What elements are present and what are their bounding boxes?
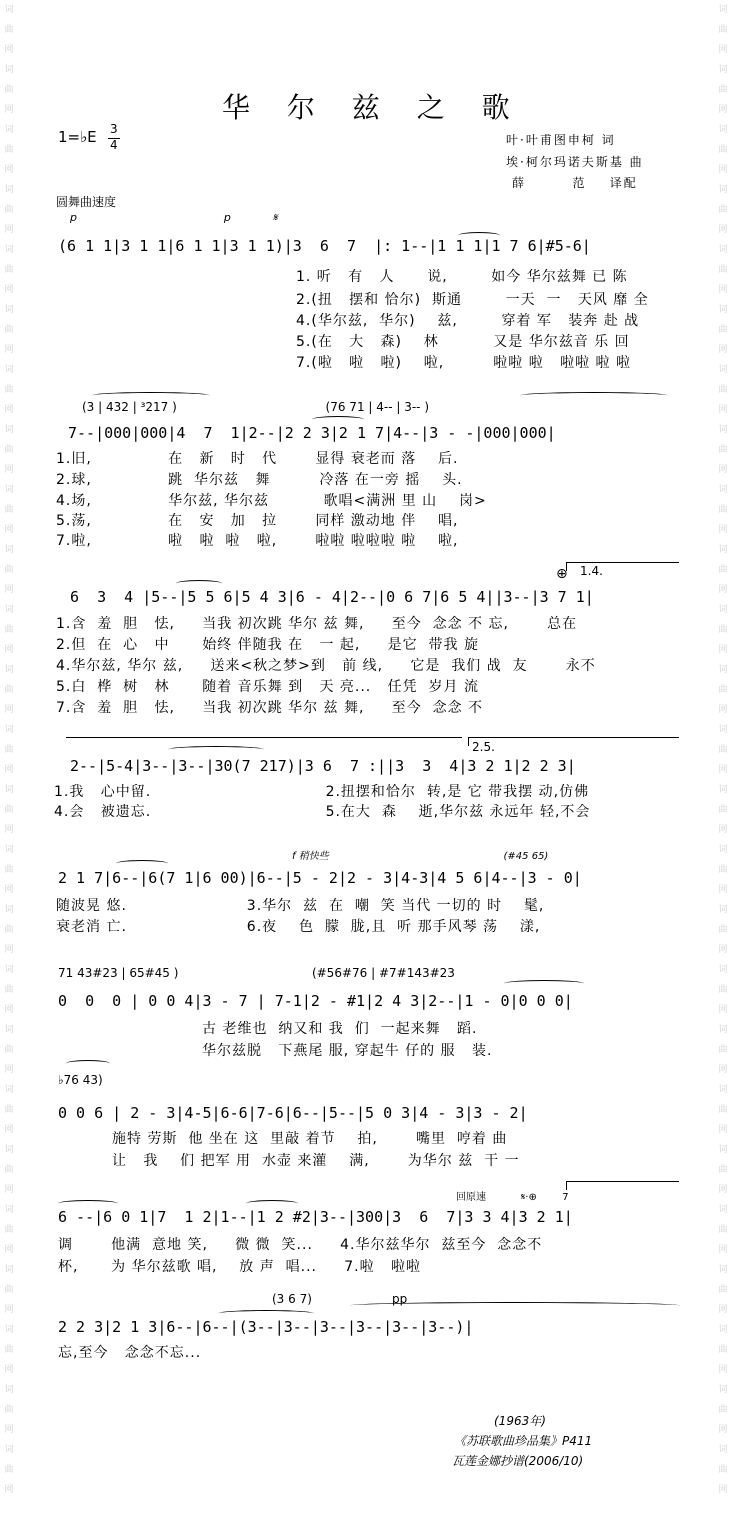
- watermark-char: 网: [4, 585, 14, 595]
- watermark-char: 网: [4, 1365, 14, 1375]
- watermark-char: 词: [718, 1145, 728, 1155]
- watermark-char: 词: [4, 305, 14, 315]
- watermark-char: 词: [718, 425, 728, 435]
- section-4-notes: 2--|5-4|3--|3--|30(7 217)|3 6 7 :||3 3 4|3 2 1|2 2 3|: [70, 757, 576, 775]
- watermark-char: 网: [718, 705, 728, 715]
- watermark-char: 词: [718, 1325, 728, 1335]
- watermark-char: 词: [718, 1385, 728, 1395]
- slur: [116, 860, 168, 867]
- section-2-lyric-2: 2.球, 跳 华尔兹 舞 冷落 在一旁 摇 头.: [56, 472, 463, 488]
- watermark-char: 网: [4, 525, 14, 535]
- section-9-notes: 2 2 3|2 1 3|6--|6--|(3--|3--|3--|3--|3--|3--)|: [58, 1318, 474, 1336]
- watermark-char: 网: [718, 765, 728, 775]
- section-3-lyric-3: 4.华尔兹, 华尔 兹, 送来<秋之梦>到 前 线, 它是 我们 战 友 永不: [56, 658, 596, 674]
- key-signature: 1=♭E: [58, 128, 97, 146]
- watermark-char: 曲: [4, 745, 14, 755]
- watermark-char: 曲: [4, 265, 14, 275]
- watermark-char: 词: [4, 965, 14, 975]
- watermark-char: 曲: [718, 205, 728, 215]
- section-5-lyric-2: 衰老消 亡. 6.夜 色 朦 胧,且 听 那手风琴 荡 漾,: [56, 919, 541, 935]
- section-2-marks: (3 | 432 | ³217 ) (76 71 | 4-- | 3-- ): [82, 400, 430, 414]
- watermark-char: 词: [718, 65, 728, 75]
- watermark-char: 曲: [718, 445, 728, 455]
- footer-source: 《苏联歌曲珍品集》P411: [454, 1434, 593, 1448]
- watermark-char: 曲: [718, 625, 728, 635]
- watermark-char: 网: [718, 285, 728, 295]
- watermark-char: 词: [718, 1085, 728, 1095]
- watermark-char: 曲: [4, 85, 14, 95]
- slur: [504, 980, 584, 987]
- watermark-char: 曲: [718, 385, 728, 395]
- watermark-char: 曲: [718, 145, 728, 155]
- watermark-char: 网: [4, 285, 14, 295]
- watermark-char: 曲: [4, 1405, 14, 1415]
- section-2-notes: 7--|000|000|4 7 1|2--|2 2 3|2 1 7|4--|3 - -|000|000|: [68, 424, 556, 442]
- watermark-char: 曲: [4, 1165, 14, 1175]
- section-6-marks: 71 43#23 | 65#45 ) (#56#76 | #7#143#23: [58, 966, 455, 980]
- watermark-char: 网: [4, 45, 14, 55]
- watermark-char: 网: [718, 1245, 728, 1255]
- watermark-char: 曲: [718, 265, 728, 275]
- watermark-char: 词: [718, 1445, 728, 1455]
- watermark-char: 网: [718, 1065, 728, 1075]
- watermark-char: 网: [4, 825, 14, 835]
- slur: [520, 392, 668, 399]
- watermark-char: 词: [4, 1445, 14, 1455]
- watermark-char: 曲: [4, 505, 14, 515]
- watermark-char: 网: [718, 825, 728, 835]
- watermark-char: 网: [718, 465, 728, 475]
- watermark-right: [716, 0, 730, 1500]
- watermark-char: 网: [4, 1425, 14, 1435]
- slur: [350, 1302, 680, 1309]
- watermark-char: 词: [4, 1025, 14, 1035]
- watermark-char: 曲: [718, 325, 728, 335]
- watermark-char: 网: [718, 165, 728, 175]
- watermark-char: 词: [4, 905, 14, 915]
- section-4-lyric-2: 4.会 被遗忘. 5.在大 森 逝,华尔兹 永远年 轻,不会: [54, 804, 591, 820]
- watermark-char: 词: [718, 365, 728, 375]
- section-1-marks: p p 𝄋: [70, 211, 278, 224]
- watermark-char: 网: [718, 225, 728, 235]
- watermark-char: 词: [718, 185, 728, 195]
- watermark-char: 曲: [718, 685, 728, 695]
- watermark-char: 词: [718, 785, 728, 795]
- watermark-char: 词: [718, 845, 728, 855]
- watermark-char: 曲: [4, 385, 14, 395]
- section-3-marks: 1.4.: [580, 564, 603, 578]
- watermark-char: 曲: [4, 25, 14, 35]
- volta-bracket: [468, 737, 679, 746]
- watermark-char: 网: [718, 405, 728, 415]
- watermark-char: 曲: [718, 25, 728, 35]
- watermark-char: 词: [4, 1385, 14, 1395]
- watermark-char: 曲: [4, 1465, 14, 1475]
- watermark-char: 曲: [4, 925, 14, 935]
- section-1-lyric-4: 5.(在 大 森) 林 又是 华尔兹音 乐 回: [296, 334, 630, 350]
- watermark-char: 曲: [718, 745, 728, 755]
- watermark-left: [2, 0, 16, 1500]
- section-4-lyric-1: 1.我 心中留. 2.扭摆和恰尔 转,是 它 带我摆 动,仿佛: [54, 784, 590, 800]
- watermark-char: 曲: [718, 1105, 728, 1115]
- watermark-char: 曲: [4, 1285, 14, 1295]
- watermark-char: 词: [4, 1145, 14, 1155]
- watermark-char: 网: [4, 765, 14, 775]
- watermark-char: 曲: [718, 1045, 728, 1055]
- watermark-char: 网: [4, 1305, 14, 1315]
- section-7-notes: 0 0 6 | 2 - 3|4-5|6-6|7-6|6--|5--|5 0 3|4 - 3|3 - 2|: [58, 1104, 528, 1122]
- watermark-char: 词: [4, 545, 14, 555]
- slur: [168, 746, 264, 753]
- slur: [58, 1200, 118, 1207]
- watermark-char: 网: [4, 225, 14, 235]
- watermark-char: 词: [4, 485, 14, 495]
- watermark-char: 曲: [4, 205, 14, 215]
- watermark-char: 网: [718, 1005, 728, 1015]
- footer-year: (1963年): [494, 1414, 546, 1428]
- song-title: 华 尔 兹 之 歌: [222, 91, 524, 124]
- watermark-char: 曲: [718, 985, 728, 995]
- section-8-lyric-1: 调 他满 意地 笑, 微 微 笑... 4.华尔兹华尔 兹至今 念念不: [58, 1237, 543, 1253]
- watermark-char: 网: [718, 885, 728, 895]
- watermark-char: 曲: [4, 565, 14, 575]
- watermark-char: 词: [4, 725, 14, 735]
- watermark-char: 曲: [4, 1105, 14, 1115]
- section-7-lyric-2: 让 我 们 把军 用 水壶 来灌 满, 为华尔 兹 干 一: [112, 1153, 520, 1169]
- watermark-char: 词: [718, 965, 728, 975]
- watermark-char: 曲: [4, 1345, 14, 1355]
- watermark-char: 网: [718, 1305, 728, 1315]
- watermark-char: 网: [4, 465, 14, 475]
- section-1-lyric-2: 2.(扭 摆和 恰尔) 斯通 一天 一 天风 靡 全: [296, 292, 649, 308]
- watermark-char: 网: [4, 405, 14, 415]
- watermark-char: 曲: [718, 1405, 728, 1415]
- watermark-char: 网: [4, 1065, 14, 1075]
- section-2-lyric-5: 7.啦, 啦 啦 啦 啦, 啦啦 啦啦啦 啦 啦,: [56, 533, 459, 549]
- watermark-char: 词: [718, 665, 728, 675]
- watermark-char: 词: [4, 1085, 14, 1095]
- watermark-char: 词: [718, 125, 728, 135]
- watermark-char: 曲: [718, 1345, 728, 1355]
- watermark-char: 词: [4, 1325, 14, 1335]
- watermark-char: 词: [718, 905, 728, 915]
- watermark-char: 词: [4, 785, 14, 795]
- watermark-char: 网: [718, 1425, 728, 1435]
- watermark-char: 网: [4, 885, 14, 895]
- watermark-char: 词: [718, 605, 728, 615]
- watermark-char: 词: [718, 545, 728, 555]
- watermark-char: 曲: [4, 985, 14, 995]
- watermark-char: 词: [4, 1205, 14, 1215]
- watermark-char: 网: [718, 1485, 728, 1495]
- section-1-lyric-5: 7.(啦 啦 啦) 啦, 啦啦 啦 啦啦 啦 啦: [296, 355, 631, 371]
- watermark-char: 网: [718, 45, 728, 55]
- watermark-char: 网: [4, 1245, 14, 1255]
- section-3-notes: 6 3 4 |5--|5 5 6|5 4 3|6 - 4|2--|0 6 7|6 5 4||3--|3 7 1|: [70, 588, 594, 606]
- section-9-lyric-1: 忘,至今 念念不忘...: [58, 1345, 202, 1361]
- watermark-char: 词: [4, 605, 14, 615]
- watermark-char: 词: [4, 425, 14, 435]
- watermark-char: 曲: [4, 1225, 14, 1235]
- translator-credit: 薛 范 译配: [512, 176, 638, 190]
- watermark-char: 曲: [4, 1045, 14, 1055]
- section-6-lyric-1: 古 老维也 纳又和 我 们 一起来舞 蹈.: [202, 1021, 478, 1037]
- footer-transcriber: 瓦莲金娜抄谱(2006/10): [452, 1454, 584, 1468]
- section-2-lyric-1: 1.旧, 在 新 时 代 显得 衰老而 落 后.: [56, 451, 459, 467]
- section-4-marks: 2.5.: [472, 740, 495, 754]
- coda-sign-icon: ⊕: [556, 566, 568, 582]
- watermark-char: 词: [4, 365, 14, 375]
- time-signature-top: 3: [110, 122, 118, 136]
- watermark-char: 词: [4, 125, 14, 135]
- watermark-char: 词: [718, 5, 728, 15]
- section-6-notes: 0 0 0 | 0 0 4|3 - 7 | 7-1|2 - #1|2 4 3|2--|1 - 0|0 0 0|: [58, 992, 573, 1010]
- section-3-lyric-1: 1.含 羞 胆 怯, 当我 初次跳 华尔 兹 舞, 至今 念念 不 忘, 总在: [56, 616, 578, 632]
- watermark-char: 词: [718, 245, 728, 255]
- section-7-lyric-1: 施特 劳斯 他 坐在 这 里敲 着节 拍, 嘴里 哼着 曲: [112, 1131, 508, 1147]
- watermark-char: 曲: [718, 1225, 728, 1235]
- section-5-lyric-1: 随波晃 悠. 3.华尔 兹 在 嘲 笑 当代 一切的 时 髦,: [56, 898, 545, 914]
- watermark-char: 网: [4, 1125, 14, 1135]
- watermark-char: 曲: [718, 565, 728, 575]
- watermark-char: 词: [4, 65, 14, 75]
- watermark-char: 网: [718, 1365, 728, 1375]
- watermark-char: 词: [4, 845, 14, 855]
- watermark-char: 词: [4, 185, 14, 195]
- watermark-char: 词: [718, 1025, 728, 1035]
- time-signature-line: [108, 138, 120, 139]
- watermark-char: 网: [4, 345, 14, 355]
- watermark-char: 曲: [4, 685, 14, 695]
- watermark-char: 曲: [4, 805, 14, 815]
- watermark-char: 网: [4, 165, 14, 175]
- watermark-char: 网: [4, 105, 14, 115]
- slur: [92, 392, 210, 399]
- watermark-char: 曲: [4, 445, 14, 455]
- section-5-notes: 2 1 7|6--|6(7 1|6 00)|6--|5 - 2|2 - 3|4-3|4 5 6|4--|3 - 0|: [58, 869, 582, 887]
- section-1-lyric-1: 1. 听 有 人 说, 如今 华尔兹舞 已 陈: [296, 269, 628, 285]
- watermark-char: 网: [718, 945, 728, 955]
- tempo-marking: 圆舞曲速度: [56, 195, 117, 209]
- watermark-char: 词: [718, 305, 728, 315]
- watermark-char: 网: [718, 525, 728, 535]
- section-1-notes: (6 1 1|3 1 1|6 1 1|3 1 1)|3 6 7 |: 1--|1 1 1|1 7 6|#5-6|: [58, 237, 591, 255]
- composer-credit: 埃·柯尔玛诺夫斯基 曲: [506, 155, 644, 169]
- watermark-char: 网: [4, 705, 14, 715]
- watermark-char: 网: [718, 1125, 728, 1135]
- volta-1-line: [66, 737, 462, 738]
- slur: [176, 580, 222, 587]
- watermark-char: 曲: [718, 865, 728, 875]
- watermark-char: 网: [718, 585, 728, 595]
- watermark-char: 曲: [4, 865, 14, 875]
- watermark-char: 网: [4, 945, 14, 955]
- section-9-marks: (3 6 7) pp: [272, 1292, 408, 1306]
- watermark-char: 词: [4, 665, 14, 675]
- watermark-char: 曲: [718, 1165, 728, 1175]
- watermark-char: 曲: [718, 505, 728, 515]
- slur: [218, 1310, 314, 1317]
- section-3-lyric-4: 5.白 桦 树 林 随着 音乐舞 到 天 亮... 任凭 岁月 流: [56, 679, 479, 695]
- watermark-char: 网: [718, 345, 728, 355]
- section-8-notes: 6 --|6 0 1|7 1 2|1--|1 2 #2|3--|300|3 6 7|3 3 4|3 2 1|: [58, 1208, 573, 1226]
- section-2-lyric-4: 5.荡, 在 安 加 拉 同样 激动地 伴 唱,: [56, 513, 459, 529]
- watermark-char: 词: [4, 1265, 14, 1275]
- watermark-char: 网: [4, 1185, 14, 1195]
- watermark-char: 曲: [718, 1285, 728, 1295]
- watermark-char: 曲: [4, 625, 14, 635]
- section-5-marks: f 稍快些 (#45 65): [292, 851, 549, 862]
- watermark-char: 词: [4, 245, 14, 255]
- watermark-char: 网: [718, 1185, 728, 1195]
- section-3-lyric-5: 7.含 羞 胆 怯, 当我 初次跳 华尔 兹 舞, 至今 念念 不: [56, 700, 484, 716]
- watermark-char: 曲: [4, 325, 14, 335]
- watermark-char: 网: [718, 645, 728, 655]
- section-3-lyric-2: 2.但 在 心 中 始终 伴随我 在 一 起, 是它 带我 旋: [56, 637, 479, 653]
- watermark-char: 词: [718, 725, 728, 735]
- watermark-char: 网: [4, 1485, 14, 1495]
- time-signature-bottom: 4: [110, 138, 118, 152]
- watermark-char: 词: [4, 5, 14, 15]
- watermark-char: 曲: [4, 145, 14, 155]
- watermark-char: 词: [718, 485, 728, 495]
- watermark-char: 曲: [718, 925, 728, 935]
- slur: [66, 1060, 110, 1067]
- watermark-char: 网: [4, 645, 14, 655]
- watermark-char: 词: [718, 1265, 728, 1275]
- section-8-marks: 回原速 𝄋·⊕ 7: [456, 1192, 569, 1203]
- slur: [312, 416, 364, 423]
- watermark-char: 词: [718, 1205, 728, 1215]
- watermark-char: 曲: [718, 85, 728, 95]
- section-8-lyric-2: 杯, 为 华尔兹歌 唱, 放 声 唱... 7.啦 啦啦: [58, 1259, 421, 1275]
- volta-bracket: [566, 1181, 679, 1190]
- section-1-lyric-3: 4.(华尔兹, 华尔) 兹, 穿着 军 装奔 赴 战: [296, 313, 640, 329]
- watermark-char: 曲: [718, 1465, 728, 1475]
- section-6-lyric-2: 华尔兹脱 下燕尾 服, 穿起牛 仔的 服 装.: [202, 1043, 493, 1059]
- watermark-char: 网: [4, 1005, 14, 1015]
- lyricist-credit: 叶·叶甫图申柯 词: [506, 133, 616, 147]
- slur: [246, 1200, 298, 1207]
- section-7-marks: ♭76 43): [58, 1073, 103, 1087]
- watermark-char: 曲: [718, 805, 728, 815]
- watermark-char: 网: [718, 105, 728, 115]
- section-2-lyric-3: 4.场, 华尔兹, 华尔兹 歌唱<满洲 里 山 岗>: [56, 493, 487, 509]
